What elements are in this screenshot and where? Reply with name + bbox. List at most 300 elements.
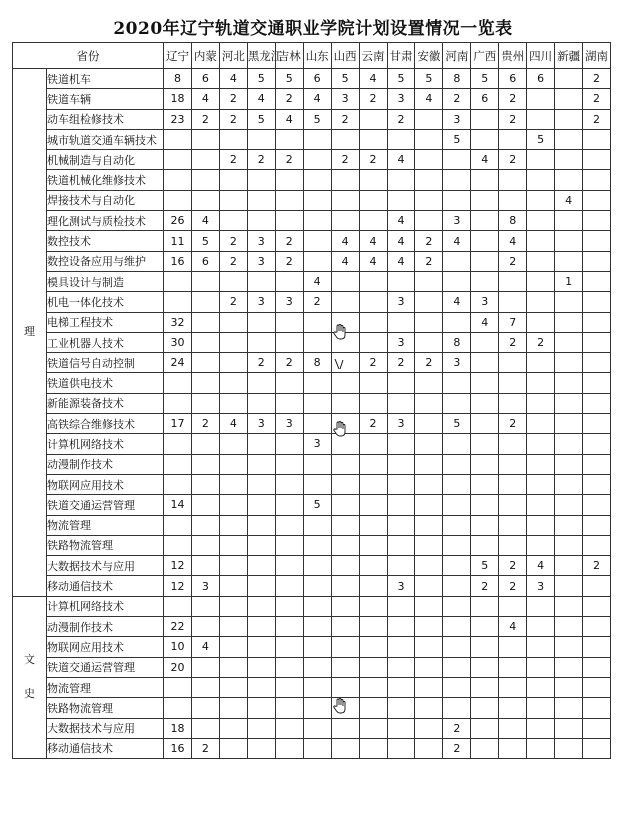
quota-cell [471,170,499,190]
quota-cell [415,617,443,637]
quota-cell: 3 [275,414,303,434]
quota-cell: 5 [387,69,415,89]
table-row [13,69,611,89]
quota-cell: 2 [247,353,275,373]
quota-cell [555,657,583,677]
quota-cell [219,515,247,535]
major-name-cell: 物流管理 [47,515,164,535]
quota-cell [415,677,443,697]
quota-cell [415,292,443,312]
quota-cell [415,637,443,657]
province-header-10: 河南 [443,43,471,69]
major-name-cell: 铁道交通运营管理 [47,495,164,515]
quota-cell [219,271,247,291]
quota-cell: 2 [275,251,303,271]
quota-cell [415,738,443,758]
quota-cell: 2 [359,89,387,109]
quota-cell [415,474,443,494]
cursor-fragment-icon [332,356,350,374]
quota-cell: 5 [247,69,275,89]
quota-cell [499,535,527,555]
quota-cell: 10 [164,637,192,657]
major-name-cell: 铁道机车 [47,69,164,89]
quota-cell [387,596,415,616]
quota-cell [303,698,331,718]
quota-cell [471,332,499,352]
quota-cell [191,454,219,474]
quota-cell [219,129,247,149]
quota-cell [387,677,415,697]
table-row [13,129,611,149]
quota-cell [247,373,275,393]
quota-cell: 2 [359,414,387,434]
quota-cell [583,292,611,312]
table-row [13,414,611,434]
quota-cell: 2 [219,292,247,312]
quota-cell: 4 [331,251,359,271]
quota-cell [359,637,387,657]
quota-cell [331,129,359,149]
table-row [13,150,611,170]
quota-cell [415,718,443,738]
quota-cell [219,738,247,758]
quota-cell [275,190,303,210]
quota-cell [331,373,359,393]
quota-cell [164,596,192,616]
hand-cursor-icon [331,697,349,715]
quota-cell [527,718,555,738]
quota-cell [331,738,359,758]
quota-cell [583,535,611,555]
quota-cell [555,251,583,271]
quota-cell [471,434,499,454]
quota-cell [164,454,192,474]
quota-cell [499,292,527,312]
quota-cell [303,312,331,332]
quota-cell: 2 [331,150,359,170]
quota-cell: 2 [583,69,611,89]
quota-cell [415,515,443,535]
quota-cell [527,414,555,434]
quota-cell [387,434,415,454]
quota-cell: 8 [164,69,192,89]
quota-cell [415,535,443,555]
quota-cell: 4 [303,89,331,109]
quota-cell [331,454,359,474]
quota-cell [191,170,219,190]
major-name-cell: 工业机器人技术 [47,332,164,352]
quota-cell [191,515,219,535]
quota-cell: 3 [443,109,471,129]
quota-cell: 18 [164,89,192,109]
quota-cell [275,434,303,454]
quota-cell [527,637,555,657]
quota-cell [303,251,331,271]
quota-cell [331,657,359,677]
quota-cell [191,657,219,677]
quota-cell [499,738,527,758]
quota-cell [555,515,583,535]
quota-cell: 2 [219,251,247,271]
major-name-cell: 计算机网络技术 [47,434,164,454]
quota-cell: 4 [219,414,247,434]
category-cell: 理 [13,69,47,597]
major-name-cell: 大数据技术与应用 [47,556,164,576]
table-row [13,677,611,697]
quota-cell: 3 [331,89,359,109]
quota-cell [275,129,303,149]
quota-cell [387,373,415,393]
quota-cell: 3 [387,89,415,109]
quota-cell [555,454,583,474]
quota-cell [359,718,387,738]
quota-cell [331,617,359,637]
quota-cell [387,454,415,474]
quota-cell: 3 [471,292,499,312]
quota-cell [331,718,359,738]
quota-cell [359,454,387,474]
quota-cell: 2 [275,89,303,109]
quota-cell: 2 [443,738,471,758]
quota-cell [359,617,387,637]
quota-cell [443,190,471,210]
quota-cell [527,271,555,291]
quota-cell [303,617,331,637]
quota-cell [471,677,499,697]
quota-cell: 2 [499,150,527,170]
quota-cell [219,576,247,596]
quota-cell [164,393,192,413]
quota-cell [527,515,555,535]
major-name-cell: 动漫制作技术 [47,454,164,474]
quota-cell [247,211,275,231]
quota-cell [164,535,192,555]
table-row [13,596,611,616]
quota-cell [219,474,247,494]
quota-cell: 4 [499,617,527,637]
quota-cell [247,332,275,352]
quota-cell [527,109,555,129]
quota-cell [191,556,219,576]
quota-cell: 4 [387,251,415,271]
table-row [13,474,611,494]
quota-cell: 12 [164,576,192,596]
quota-cell [499,718,527,738]
quota-cell: 6 [471,89,499,109]
quota-cell [191,292,219,312]
quota-cell [247,129,275,149]
quota-cell [219,190,247,210]
quota-cell: 5 [303,109,331,129]
quota-cell [331,190,359,210]
quota-cell: 5 [415,69,443,89]
quota-cell: 8 [443,332,471,352]
quota-cell [415,393,443,413]
quota-cell [275,393,303,413]
quota-cell [359,373,387,393]
quota-cell [527,698,555,718]
quota-cell: 3 [387,332,415,352]
quota-cell [303,738,331,758]
quota-cell: 2 [331,109,359,129]
province-header-5: 山东 [303,43,331,69]
quota-cell [527,211,555,231]
quota-cell [164,698,192,718]
quota-cell [583,698,611,718]
quota-cell [555,434,583,454]
quota-cell [499,657,527,677]
quota-cell: 17 [164,414,192,434]
quota-cell: 3 [387,414,415,434]
quota-cell: 4 [387,231,415,251]
quota-cell [415,312,443,332]
table-row [13,271,611,291]
table-row [13,292,611,312]
quota-cell [583,170,611,190]
quota-cell [387,170,415,190]
quota-cell [583,434,611,454]
quota-cell: 4 [191,89,219,109]
quota-cell: 4 [359,251,387,271]
quota-cell [275,698,303,718]
quota-cell [499,474,527,494]
quota-cell [191,129,219,149]
quota-cell [499,373,527,393]
major-name-cell: 铁路物流管理 [47,535,164,555]
major-name-cell: 物联网应用技术 [47,474,164,494]
quota-cell [359,576,387,596]
quota-cell [275,596,303,616]
quota-cell [387,617,415,637]
quota-cell [303,596,331,616]
quota-cell: 5 [527,129,555,149]
quota-cell [471,414,499,434]
table-row [13,454,611,474]
quota-cell [527,393,555,413]
quota-cell [164,150,192,170]
quota-cell [331,495,359,515]
quota-cell: 2 [275,150,303,170]
quota-cell: 2 [191,109,219,129]
quota-cell: 4 [359,231,387,251]
quota-cell [443,657,471,677]
quota-cell [527,535,555,555]
quota-cell: 8 [443,69,471,89]
province-header-3: 黑龙江 [247,43,275,69]
quota-cell: 4 [275,109,303,129]
quota-cell: 2 [275,231,303,251]
quota-cell [275,535,303,555]
quota-cell: 6 [499,69,527,89]
quota-cell [247,576,275,596]
quota-cell [359,332,387,352]
table-row [13,556,611,576]
quota-cell [583,211,611,231]
quota-cell [191,353,219,373]
major-name-cell: 数控设备应用与维护 [47,251,164,271]
quota-cell [219,677,247,697]
quota-cell [527,353,555,373]
quota-cell [527,89,555,109]
quota-cell: 4 [387,211,415,231]
quota-cell [331,271,359,291]
quota-cell: 3 [275,292,303,312]
quota-cell [275,617,303,637]
quota-cell [443,576,471,596]
quota-cell: 2 [499,109,527,129]
quota-cell [555,231,583,251]
quota-cell: 2 [527,332,555,352]
table-row [13,190,611,210]
table-row [13,251,611,271]
quota-cell [219,211,247,231]
quota-cell [303,677,331,697]
quota-cell [415,190,443,210]
quota-cell: 2 [387,109,415,129]
quota-cell: 2 [499,332,527,352]
quota-cell [471,251,499,271]
quota-cell [275,170,303,190]
quota-cell [443,677,471,697]
quota-cell: 12 [164,556,192,576]
quota-cell [275,312,303,332]
quota-cell [387,271,415,291]
quota-cell [415,109,443,129]
quota-cell: 7 [499,312,527,332]
major-name-cell: 铁道信号自动控制 [47,353,164,373]
quota-cell [583,637,611,657]
quota-cell: 4 [443,231,471,251]
quota-cell [555,474,583,494]
quota-cell [583,150,611,170]
quota-cell [415,414,443,434]
quota-cell [219,617,247,637]
quota-cell [415,150,443,170]
quota-cell [303,393,331,413]
table-row [13,89,611,109]
quota-cell [331,515,359,535]
quota-cell [275,211,303,231]
quota-cell [527,170,555,190]
quota-cell [415,454,443,474]
quota-cell [219,332,247,352]
quota-cell [219,535,247,555]
quota-cell [247,698,275,718]
quota-cell [359,109,387,129]
quota-cell [415,576,443,596]
quota-cell [583,454,611,474]
quota-cell [275,718,303,738]
quota-cell [331,211,359,231]
province-header-1: 内蒙 [191,43,219,69]
quota-cell [303,576,331,596]
quota-cell [303,556,331,576]
quota-cell: 4 [443,292,471,312]
quota-cell: 2 [499,89,527,109]
quota-cell: 2 [415,353,443,373]
quota-cell [275,495,303,515]
quota-cell: 2 [275,353,303,373]
quota-cell [303,535,331,555]
quota-cell [499,271,527,291]
table-row [13,231,611,251]
quota-cell [164,292,192,312]
quota-cell [555,393,583,413]
quota-cell [443,454,471,474]
quota-cell [471,231,499,251]
quota-cell [191,434,219,454]
quota-cell [191,312,219,332]
quota-cell [471,211,499,231]
quota-cell [527,292,555,312]
major-name-cell: 电梯工程技术 [47,312,164,332]
quota-cell [387,698,415,718]
quota-cell: 1 [555,271,583,291]
table-row [13,617,611,637]
major-name-cell: 大数据技术与应用 [47,718,164,738]
quota-cell [471,657,499,677]
quota-cell [303,129,331,149]
quota-cell [443,474,471,494]
major-name-cell: 铁道机械化维修技术 [47,170,164,190]
quota-cell [471,738,499,758]
quota-cell [303,373,331,393]
quota-cell [527,738,555,758]
quota-cell [443,698,471,718]
quota-cell [191,332,219,352]
page-title: 2020年辽宁轨道交通职业学院计划设置情况一览表 [113,19,513,39]
quota-cell: 2 [499,414,527,434]
quota-cell: 3 [191,576,219,596]
quota-cell [555,576,583,596]
quota-cell [359,677,387,697]
quota-cell [555,170,583,190]
quota-cell [555,617,583,637]
quota-cell [247,170,275,190]
quota-cell [191,271,219,291]
province-header-0: 辽宁 [164,43,192,69]
quota-cell [583,332,611,352]
quota-cell [499,353,527,373]
quota-cell [219,556,247,576]
quota-cell [387,495,415,515]
quota-cell [164,271,192,291]
major-name-cell: 铁道车辆 [47,89,164,109]
quota-cell [359,190,387,210]
quota-cell [583,353,611,373]
quota-cell [443,271,471,291]
quota-cell [527,150,555,170]
quota-cell: 2 [191,738,219,758]
quota-cell [499,434,527,454]
quota-cell: 4 [331,231,359,251]
quota-cell [247,596,275,616]
province-header-13: 四川 [527,43,555,69]
quota-cell [499,677,527,697]
province-header-9: 安徽 [415,43,443,69]
quota-cell [359,738,387,758]
quota-cell: 5 [471,69,499,89]
quota-cell [555,718,583,738]
major-name-cell: 动车组检修技术 [47,109,164,129]
quota-cell: 4 [387,150,415,170]
quota-cell: 2 [219,231,247,251]
quota-cell [415,556,443,576]
quota-cell: 2 [583,89,611,109]
quota-cell [219,718,247,738]
quota-cell [415,271,443,291]
quota-cell: 5 [247,109,275,129]
